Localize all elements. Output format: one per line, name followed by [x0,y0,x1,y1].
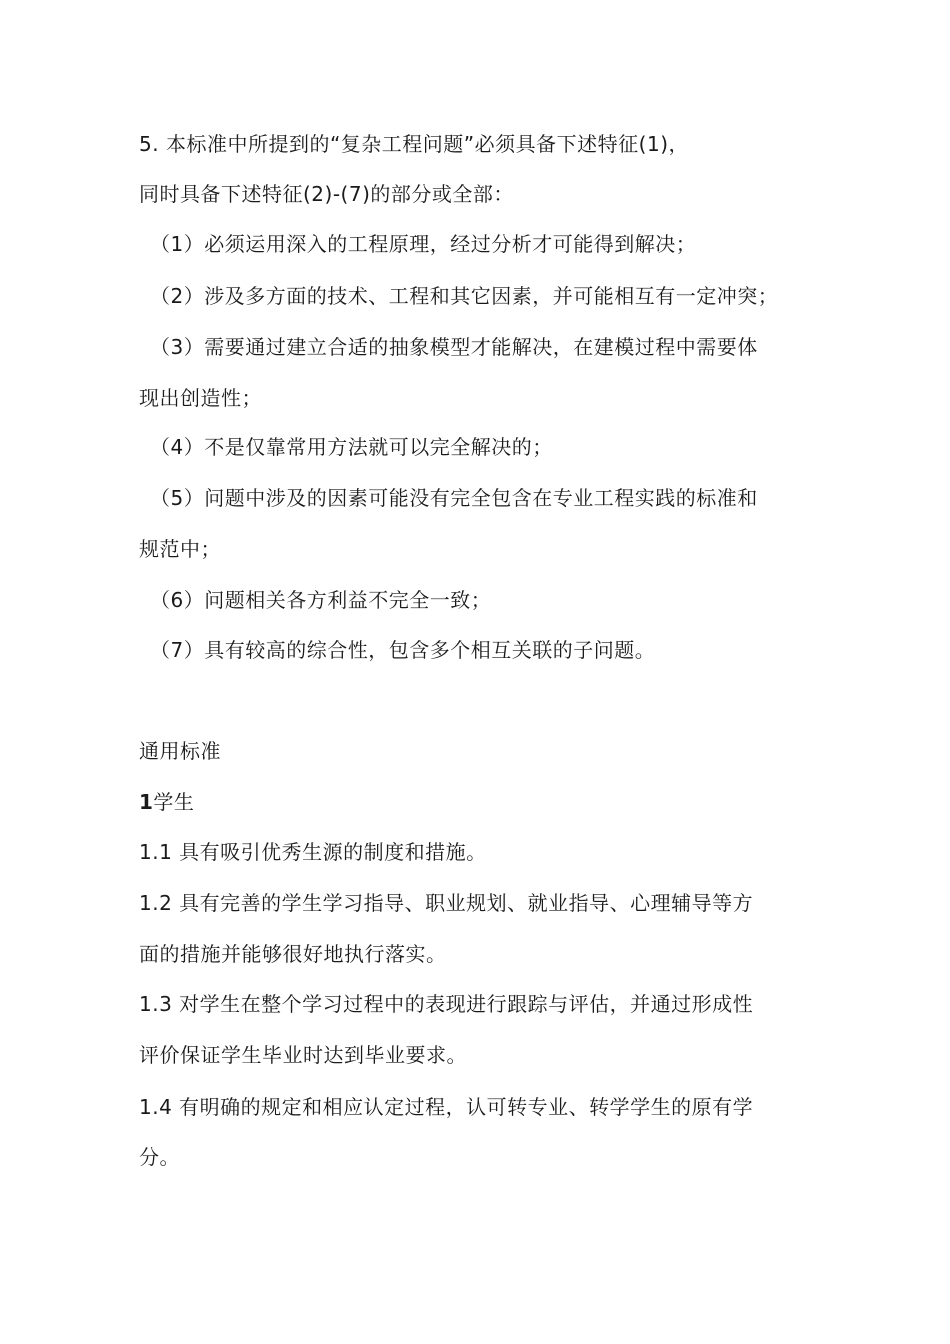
item-1-2-continued: 面的措施并能够很好地执行落实。 [139,942,447,966]
feature-7: （7）具有较高的综合性，包含多个相互关联的子问题。 [150,638,656,662]
feature-3-continued: 现出创造性； [139,386,262,410]
item-number: 1.2 [139,891,173,915]
item-text: 具有吸引优秀生源的制度和措施。 [179,840,487,864]
feature-5: （5）问题中涉及的因素可能没有完全包含在专业工程实践的标准和 [150,486,758,510]
section-1-title: 学生 [153,790,195,814]
note-5-line-1: 5. 本标准中所提到的“复杂工程问题”必须具备下述特征(1)， [139,132,689,156]
feature-6: （6）问题相关各方利益不完全一致； [150,588,492,612]
item-1-4-continued: 分。 [139,1145,180,1169]
item-text: 具有完善的学生学习指导、职业规划、就业指导、心理辅导等方 [179,891,754,915]
section-title: 通用标准 [139,739,221,763]
feature-5-continued: 规范中； [139,537,221,561]
section-1-heading [139,788,194,816]
item-1-3 [139,990,753,1018]
item-1-3-continued: 评价保证学生毕业时达到毕业要求。 [139,1043,467,1067]
feature-2: （2）涉及多方面的技术、工程和其它因素，并可能相互有一定冲突； [150,284,779,308]
note-5-line-2: 同时具备下述特征(2)-(7)的部分或全部： [139,182,514,206]
feature-3: （3）需要通过建立合适的抽象模型才能解决，在建模过程中需要体 [150,335,758,359]
item-number: 1.4 [139,1095,173,1119]
feature-1: （1）必须运用深入的工程原理，经过分析才可能得到解决； [150,232,697,256]
feature-4: （4）不是仅靠常用方法就可以完全解决的； [150,435,553,459]
item-text: 对学生在整个学习过程中的表现进行跟踪与评估，并通过形成性 [179,992,754,1016]
item-1-2 [139,889,753,917]
item-number: 1.3 [139,992,173,1016]
item-text: 有明确的规定和相应认定过程，认可转专业、转学学生的原有学 [179,1095,754,1119]
item-1-4 [139,1093,753,1121]
item-number: 1.1 [139,840,173,864]
section-1-number: 1 [139,790,154,814]
item-1-1 [139,838,487,866]
